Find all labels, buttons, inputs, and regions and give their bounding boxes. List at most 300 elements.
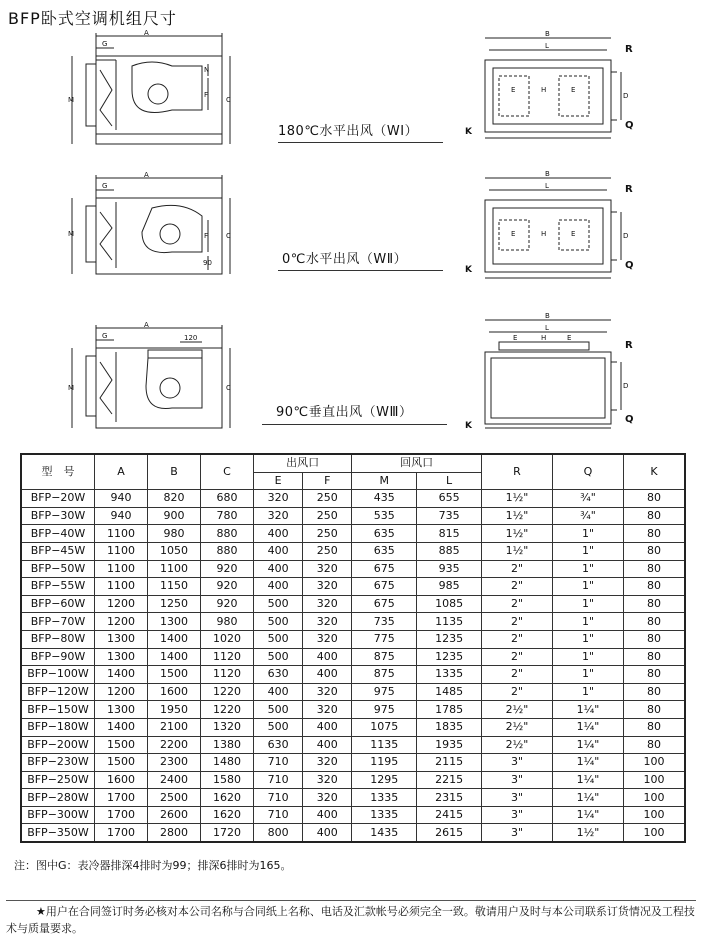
table-cell: 2" (482, 666, 553, 684)
svg-text:F: F (204, 91, 209, 99)
table-cell: 1720 (201, 824, 254, 842)
table-cell: 3" (482, 754, 553, 772)
table-cell: BFP−80W (21, 630, 95, 648)
table-cell: 1220 (201, 701, 254, 719)
table-cell: 1200 (95, 613, 148, 631)
table-row (21, 560, 685, 578)
table-cell: 500 (254, 613, 303, 631)
table-cell: 2100 (148, 718, 201, 736)
table-cell: 1320 (201, 718, 254, 736)
table-cell: 900 (148, 507, 201, 525)
table-cell: 885 (417, 542, 482, 560)
table-cell: 100 (624, 754, 686, 772)
col-c: C (201, 454, 254, 490)
table-cell: 630 (254, 736, 303, 754)
table-cell: 80 (624, 718, 686, 736)
table-cell: 1220 (201, 683, 254, 701)
table-cell: 635 (352, 525, 417, 543)
table-cell: BFP−300W (21, 806, 95, 824)
table-cell: 2" (482, 595, 553, 613)
table-cell: 1½" (553, 824, 624, 842)
table-cell: 2" (482, 560, 553, 578)
svg-text:C: C (226, 384, 231, 392)
table-cell: 80 (624, 525, 686, 543)
table-cell: 1135 (417, 613, 482, 631)
table-cell: 1085 (417, 595, 482, 613)
caption-rule (278, 142, 443, 143)
table-row (21, 630, 685, 648)
table-cell: 2" (482, 613, 553, 631)
table-cell: BFP−90W (21, 648, 95, 666)
svg-text:L: L (545, 324, 549, 332)
table-cell: 1¼" (553, 789, 624, 807)
table-cell: 635 (352, 542, 417, 560)
table-cell: 400 (254, 578, 303, 596)
table-cell: 435 (352, 490, 417, 508)
table-cell: 710 (254, 789, 303, 807)
table-cell: 80 (624, 701, 686, 719)
col-l: L (417, 472, 482, 490)
col-r: R (482, 454, 553, 490)
table-cell: 1120 (201, 666, 254, 684)
svg-text:A: A (144, 322, 149, 329)
table-cell: 80 (624, 648, 686, 666)
table-cell: 250 (303, 542, 352, 560)
table-row (21, 806, 685, 824)
svg-text:M: M (68, 96, 75, 104)
table-cell: 80 (624, 683, 686, 701)
table-cell: 3" (482, 806, 553, 824)
table-cell: 320 (303, 613, 352, 631)
svg-text:Q: Q (625, 120, 634, 131)
table-cell: 815 (417, 525, 482, 543)
table-cell: 980 (201, 613, 254, 631)
table-cell: 1100 (95, 560, 148, 578)
table-row (21, 578, 685, 596)
col-a: A (95, 454, 148, 490)
svg-text:F: F (204, 232, 209, 240)
table-cell: 920 (201, 560, 254, 578)
table-cell: 80 (624, 507, 686, 525)
table-cell: 1" (553, 666, 624, 684)
table-cell: 1135 (352, 736, 417, 754)
table-cell: 875 (352, 666, 417, 684)
table-cell: 1485 (417, 683, 482, 701)
table-cell: 250 (303, 507, 352, 525)
table-cell: 320 (303, 789, 352, 807)
table-cell: 875 (352, 648, 417, 666)
table-cell: 80 (624, 613, 686, 631)
table-cell: 735 (352, 613, 417, 631)
table-cell: 2500 (148, 789, 201, 807)
svg-text:A: A (144, 30, 149, 37)
table-cell: 935 (417, 560, 482, 578)
side-view-wi (62, 30, 252, 150)
svg-text:R: R (625, 340, 633, 351)
svg-text:G: G (102, 332, 108, 340)
table-cell: 1150 (148, 578, 201, 596)
svg-text:D: D (623, 92, 629, 100)
table-cell: 2½" (482, 736, 553, 754)
table-cell: 400 (303, 648, 352, 666)
col-b: B (148, 454, 201, 490)
table-cell: 1480 (201, 754, 254, 772)
table-cell: 630 (254, 666, 303, 684)
table-cell: 1" (553, 542, 624, 560)
table-cell: 500 (254, 701, 303, 719)
table-cell: 2300 (148, 754, 201, 772)
table-cell: BFP−60W (21, 595, 95, 613)
table-row (21, 701, 685, 719)
table-cell: 320 (303, 771, 352, 789)
front-view-wii (455, 168, 645, 293)
table-row (21, 613, 685, 631)
svg-text:E: E (511, 230, 516, 238)
svg-text:K: K (465, 421, 472, 431)
table-cell: 655 (417, 490, 482, 508)
table-cell: 1120 (201, 648, 254, 666)
table-cell: 940 (95, 490, 148, 508)
svg-text:H: H (541, 230, 547, 238)
table-cell: 80 (624, 542, 686, 560)
table-cell: 1435 (352, 824, 417, 842)
table-cell: 1380 (201, 736, 254, 754)
table-cell: 710 (254, 806, 303, 824)
table-cell: 1295 (352, 771, 417, 789)
svg-text:G: G (102, 182, 108, 190)
table-cell: 500 (254, 595, 303, 613)
table-cell: BFP−20W (21, 490, 95, 508)
table-cell: 1200 (95, 683, 148, 701)
table-row (21, 666, 685, 684)
table-cell: 2½" (482, 701, 553, 719)
table-cell: 1700 (95, 789, 148, 807)
table-cell: 400 (254, 683, 303, 701)
table-cell: 320 (303, 595, 352, 613)
table-cell: 1835 (417, 718, 482, 736)
table-cell: 1¼" (553, 806, 624, 824)
table-row (21, 490, 685, 508)
col-q: Q (553, 454, 624, 490)
svg-text:M: M (68, 230, 75, 238)
table-cell: 1050 (148, 542, 201, 560)
table-cell: 1½" (482, 525, 553, 543)
table-cell: 400 (254, 525, 303, 543)
table-cell: 1¼" (553, 736, 624, 754)
table-cell: 2600 (148, 806, 201, 824)
svg-text:E: E (571, 86, 576, 94)
table-cell: 1500 (95, 736, 148, 754)
table-cell: 1935 (417, 736, 482, 754)
table-cell: 710 (254, 771, 303, 789)
table-cell: 1½" (482, 490, 553, 508)
table-cell: 1620 (201, 789, 254, 807)
table-cell: 2" (482, 630, 553, 648)
table-cell: 1400 (148, 648, 201, 666)
col-inlet: 回风口 (352, 454, 482, 472)
table-cell: 1½" (482, 542, 553, 560)
svg-text:Q: Q (625, 260, 634, 271)
svg-text:A: A (144, 172, 149, 179)
col-m: M (352, 472, 417, 490)
table-cell: BFP−40W (21, 525, 95, 543)
table-cell: 775 (352, 630, 417, 648)
table-header-row (21, 454, 685, 472)
table-cell: 710 (254, 754, 303, 772)
table-cell: 1500 (148, 666, 201, 684)
svg-text:E: E (571, 230, 576, 238)
table-cell: 1335 (352, 806, 417, 824)
table-cell: 975 (352, 701, 417, 719)
table-cell: 400 (303, 806, 352, 824)
table-cell: 2800 (148, 824, 201, 842)
table-cell: 320 (303, 560, 352, 578)
table-cell: 535 (352, 507, 417, 525)
spec-table (20, 453, 686, 843)
table-cell: 400 (254, 560, 303, 578)
table-cell: 1" (553, 578, 624, 596)
table-cell: 1100 (95, 525, 148, 543)
table-cell: 320 (303, 630, 352, 648)
col-outlet: 出风口 (254, 454, 352, 472)
table-cell: 400 (303, 718, 352, 736)
svg-text:M: M (68, 384, 75, 392)
table-cell: 500 (254, 630, 303, 648)
table-row (21, 507, 685, 525)
svg-text:H: H (541, 86, 547, 94)
col-k: K (624, 454, 686, 490)
table-row (21, 595, 685, 613)
table-cell: BFP−230W (21, 754, 95, 772)
table-cell: 2615 (417, 824, 482, 842)
table-cell: 80 (624, 560, 686, 578)
table-cell: 1¼" (553, 771, 624, 789)
svg-text:C: C (226, 232, 231, 240)
table-cell: BFP−45W (21, 542, 95, 560)
table-row (21, 754, 685, 772)
table-cell: 820 (148, 490, 201, 508)
table-cell: 1620 (201, 806, 254, 824)
svg-text:R: R (625, 184, 633, 195)
table-cell: 80 (624, 736, 686, 754)
table-cell: 2115 (417, 754, 482, 772)
table-cell: 400 (303, 736, 352, 754)
table-cell: 80 (624, 630, 686, 648)
table-cell: BFP−350W (21, 824, 95, 842)
table-cell: 1785 (417, 701, 482, 719)
table-cell: 1¼" (553, 754, 624, 772)
table-cell: 2" (482, 648, 553, 666)
table-cell: 320 (254, 490, 303, 508)
table-cell: 1335 (352, 789, 417, 807)
svg-text:K: K (465, 127, 472, 137)
col-f: F (303, 472, 352, 490)
table-cell: 1335 (417, 666, 482, 684)
table-row (21, 525, 685, 543)
table-cell: 2215 (417, 771, 482, 789)
svg-text:B: B (545, 30, 550, 38)
table-cell: 320 (303, 701, 352, 719)
svg-text:C: C (226, 96, 231, 104)
spec-table-body (21, 490, 685, 842)
table-cell: 1" (553, 595, 624, 613)
table-cell: 100 (624, 806, 686, 824)
note: 注：图中G：表冷器排深4排时为99；排深6排时为165。 (14, 859, 292, 872)
table-cell: 500 (254, 718, 303, 736)
table-cell: 1235 (417, 630, 482, 648)
table-cell: 1" (553, 648, 624, 666)
table-cell: 3" (482, 824, 553, 842)
svg-text:D: D (623, 232, 629, 240)
svg-text:90: 90 (203, 259, 212, 267)
table-cell: 1600 (95, 771, 148, 789)
caption-rule (262, 424, 447, 425)
table-row (21, 648, 685, 666)
table-cell: 1¼" (553, 718, 624, 736)
table-cell: 1400 (95, 666, 148, 684)
side-view-wii (62, 172, 252, 292)
table-cell: 400 (303, 666, 352, 684)
table-cell: BFP−55W (21, 578, 95, 596)
svg-text:L: L (545, 42, 549, 50)
table-cell: 2" (482, 683, 553, 701)
table-cell: 2315 (417, 789, 482, 807)
table-cell: 80 (624, 595, 686, 613)
table-cell: 2½" (482, 718, 553, 736)
table-cell: 320 (303, 578, 352, 596)
front-view-wi (455, 28, 645, 153)
table-cell: 1½" (482, 507, 553, 525)
svg-text:G: G (102, 40, 108, 48)
table-cell: 250 (303, 490, 352, 508)
table-cell: 1020 (201, 630, 254, 648)
col-e: E (254, 472, 303, 490)
front-view-wiii (455, 310, 645, 440)
table-cell: 975 (352, 683, 417, 701)
table-cell: 2415 (417, 806, 482, 824)
table-cell: 1¼" (553, 701, 624, 719)
table-cell: 1075 (352, 718, 417, 736)
table-cell: 400 (254, 542, 303, 560)
table-cell: 920 (201, 578, 254, 596)
svg-text:E: E (567, 334, 572, 342)
table-cell: 100 (624, 824, 686, 842)
table-cell: 1" (553, 525, 624, 543)
caption-rule (278, 270, 443, 271)
table-cell: 320 (303, 754, 352, 772)
table-cell: 80 (624, 666, 686, 684)
table-cell: 880 (201, 542, 254, 560)
table-cell: 100 (624, 771, 686, 789)
caption-wi: 180℃水平出风（WⅠ） (278, 124, 419, 139)
col-model: 型 号 (21, 454, 95, 490)
table-cell: 1235 (417, 648, 482, 666)
table-cell: 500 (254, 648, 303, 666)
footer-rule (6, 900, 696, 901)
table-cell: BFP−150W (21, 701, 95, 719)
table-row (21, 542, 685, 560)
table-cell: BFP−120W (21, 683, 95, 701)
table-cell: 3" (482, 771, 553, 789)
table-cell: 1" (553, 613, 624, 631)
table-cell: 1400 (148, 630, 201, 648)
table-cell: ¾" (553, 490, 624, 508)
svg-text:D: D (623, 382, 629, 390)
side-view-wiii (62, 322, 252, 442)
table-cell: 2" (482, 578, 553, 596)
svg-text:B: B (545, 170, 550, 178)
table-cell: 1200 (95, 595, 148, 613)
table-cell: 800 (254, 824, 303, 842)
svg-text:K: K (465, 265, 472, 275)
table-cell: 1700 (95, 824, 148, 842)
table-cell: 1300 (95, 630, 148, 648)
table-cell: 780 (201, 507, 254, 525)
table-cell: 675 (352, 578, 417, 596)
table-cell: 1600 (148, 683, 201, 701)
footer-notice: ★用户在合同签订时务必核对本公司名称与合同纸上名称、电话及汇款帐号必须完全一致。敬请用户及时与本公司联系订货情况及工程技术与质量要求。 (6, 905, 695, 935)
table-cell: 1500 (95, 754, 148, 772)
table-cell: 1" (553, 683, 624, 701)
table-row (21, 771, 685, 789)
table-row (21, 736, 685, 754)
table-cell: 2200 (148, 736, 201, 754)
table-cell: 1580 (201, 771, 254, 789)
table-cell: 100 (624, 789, 686, 807)
table-row (21, 824, 685, 842)
table-cell: 250 (303, 525, 352, 543)
svg-text:120: 120 (184, 334, 198, 342)
table-cell: 400 (303, 824, 352, 842)
table-cell: 980 (148, 525, 201, 543)
table-cell: 1" (553, 560, 624, 578)
table-cell: 1300 (95, 648, 148, 666)
table-cell: 985 (417, 578, 482, 596)
table-cell: BFP−70W (21, 613, 95, 631)
table-cell: 1400 (95, 718, 148, 736)
svg-text:B: B (545, 312, 550, 320)
table-cell: BFP−200W (21, 736, 95, 754)
table-cell: 1300 (95, 701, 148, 719)
svg-text:R: R (625, 44, 633, 55)
table-cell: 880 (201, 525, 254, 543)
svg-text:L: L (545, 182, 549, 190)
table-row (21, 683, 685, 701)
table-cell: 320 (303, 683, 352, 701)
table-cell: 2400 (148, 771, 201, 789)
table-cell: BFP−280W (21, 789, 95, 807)
svg-text:N: N (204, 66, 210, 74)
caption-wii: 0℃水平出风（WⅡ） (282, 252, 408, 267)
table-cell: 735 (417, 507, 482, 525)
table-cell: BFP−30W (21, 507, 95, 525)
table-cell: 1" (553, 630, 624, 648)
table-cell: 1950 (148, 701, 201, 719)
svg-text:Q: Q (625, 414, 634, 425)
page-title: BFP卧式空调机组尺寸 (8, 9, 177, 28)
svg-text:E: E (513, 334, 518, 342)
table-cell: ¾" (553, 507, 624, 525)
table-cell: 1300 (148, 613, 201, 631)
table-cell: BFP−100W (21, 666, 95, 684)
table-cell: BFP−250W (21, 771, 95, 789)
caption-wiii: 90℃垂直出风（WⅢ） (276, 405, 413, 420)
table-cell: 1195 (352, 754, 417, 772)
table-cell: 80 (624, 490, 686, 508)
table-row (21, 718, 685, 736)
table-cell: 920 (201, 595, 254, 613)
table-cell: 675 (352, 560, 417, 578)
